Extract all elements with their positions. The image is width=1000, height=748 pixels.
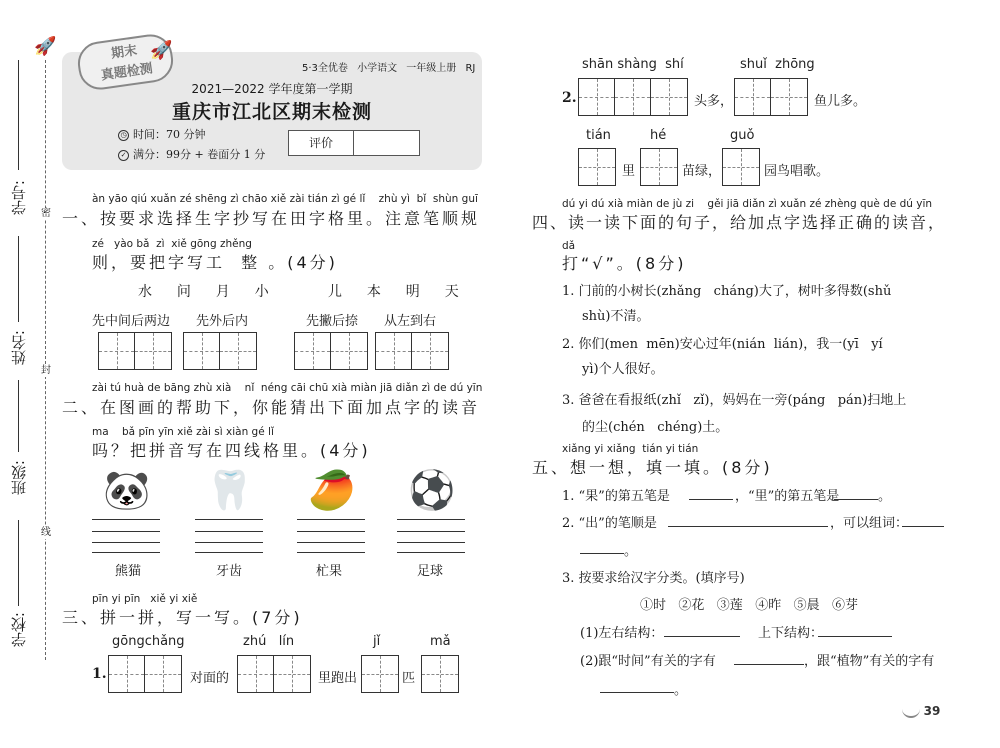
class-field[interactable] <box>18 380 19 452</box>
answer-blank[interactable] <box>600 679 674 693</box>
seal-mark: 线 <box>41 527 51 538</box>
time-text: 时间：70 分钟 <box>133 128 206 141</box>
q2-heading: 二、在图画的帮助下，你能猜出下面加点字的读音 <box>62 398 481 417</box>
q5-options: ①时 ②花 ③莲 ④昨 ⑤晨 ⑥芽 <box>640 598 858 613</box>
q1-heading2: 则，要把字写工 整 。(4分) <box>92 253 338 272</box>
time-info <box>118 126 206 142</box>
q5-item: 3. 按要求给汉字分类。(填序号) <box>562 571 745 586</box>
q2-pinyin: zài tú huà de bāng zhù xià nǐ néng cāi chū xià miàn jiā diǎn zì de dú yīn <box>92 382 483 394</box>
q3-item1-pinyin: gōngchǎng <box>112 634 185 649</box>
q5-item: 上下结构： <box>758 626 824 641</box>
four-line-grid[interactable] <box>92 519 160 553</box>
soccer-ball-image: ⚽ <box>408 468 456 512</box>
q2-word: 熊猫 <box>115 564 142 579</box>
q4-sentence: 1. 门前的小树长(zhǎng cháng)大了，树叶多得数(shǔ <box>562 284 892 299</box>
q5-item: ，跟“植物”有关的字有 <box>804 654 935 669</box>
q3-item2-pinyin: guǒ <box>730 128 755 143</box>
q4-heading2: 打“√”。(8分) <box>562 254 687 273</box>
q5-item: ，可以组词： <box>830 516 909 531</box>
q5-item: ，“里”的第五笔是 <box>735 489 840 504</box>
student-no-field[interactable] <box>18 60 19 170</box>
q5-heading: 五、想一想，填一填。(8分) <box>532 458 773 477</box>
rocket-icon: 🚀 <box>34 36 57 57</box>
school-label: 学校: <box>10 612 28 648</box>
rocket-icon: 🚀 <box>150 40 173 61</box>
q4-pinyin: dú yi dú xià miàn de jù zi gěi jiā diǎn zì xuǎn zé zhèng què de dú yīn <box>562 198 933 210</box>
q2-pinyin2: ma bǎ pīn yīn xiě zài sì xiàn gé lǐ <box>92 426 274 438</box>
q1-label: 从左到右 <box>384 314 437 329</box>
answer-blank[interactable] <box>834 486 878 500</box>
q1-label: 先中间后两边 <box>92 314 171 329</box>
check-icon: ✓ <box>118 150 129 161</box>
q5-item: 2. “出”的笔顺是 <box>562 516 657 531</box>
q2-word: 杧果 <box>316 564 343 579</box>
q3-text: 里 <box>622 164 636 179</box>
book-info: 5·3全优卷 小学语文 一年级上册 RJ <box>302 63 476 74</box>
q5-item: (1)左右结构： <box>580 626 664 641</box>
q3-text: 里跑出 <box>318 671 358 686</box>
answer-blank[interactable] <box>818 623 892 637</box>
q5-item: 。 <box>878 489 892 504</box>
q3-item2-pinyin: shuǐ zhōng <box>740 57 815 72</box>
tianzige-grid[interactable] <box>183 332 257 370</box>
tianzige-grid[interactable] <box>640 148 678 186</box>
tianzige-grid[interactable] <box>578 148 616 186</box>
q3-item-number: 2. <box>562 90 577 106</box>
q3-item2-pinyin: hé <box>650 128 667 143</box>
score-info <box>118 146 265 162</box>
answer-blank[interactable] <box>689 486 733 500</box>
q2-word: 足球 <box>417 564 444 579</box>
answer-blank[interactable] <box>902 513 944 527</box>
q3-text: 苗绿， <box>682 164 722 179</box>
q3-item2-pinyin: shān shàng shí <box>582 57 684 72</box>
q1-label: 先外后内 <box>196 314 249 329</box>
tianzige-grid[interactable] <box>108 655 182 693</box>
answer-blank[interactable] <box>734 651 804 665</box>
q2-word: 牙齿 <box>216 564 243 579</box>
teeth-image: 🦷 <box>206 468 254 512</box>
name-label: 姓名: <box>10 330 28 366</box>
mango-image: 🥭 <box>308 468 356 512</box>
q2-heading2: 吗？把拼音写在四线格里。(4分) <box>92 441 371 460</box>
name-field[interactable] <box>18 236 19 322</box>
panda-image: 🐼 <box>103 468 151 512</box>
student-no-label: 学号: <box>10 180 28 216</box>
q4-sentence: shù)不清。 <box>582 309 650 324</box>
q3-pinyin: pīn yi pīn xiě yi xiě <box>92 593 198 605</box>
school-field[interactable] <box>18 520 19 606</box>
evaluation-box <box>288 130 420 156</box>
answer-blank[interactable] <box>580 540 624 554</box>
q3-text: 园鸟唱歌。 <box>764 164 830 179</box>
seal-mark: 封 <box>41 365 51 376</box>
tianzige-grid[interactable] <box>98 332 172 370</box>
tianzige-grid[interactable] <box>421 655 459 693</box>
four-line-grid[interactable] <box>297 519 365 553</box>
clock-icon: ◷ <box>118 130 129 141</box>
q1-chars-left: 水 问 月 小 <box>138 284 269 300</box>
tianzige-grid[interactable] <box>237 655 311 693</box>
class-label: 班级: <box>10 460 28 496</box>
seal-mark: 密 <box>41 208 51 219</box>
q4-sentence: 的尘(chén chéng)土。 <box>582 420 729 435</box>
q1-pinyin2: zé yào bǎ zì xiě gōng zhěng <box>92 238 252 250</box>
evaluation-field[interactable] <box>354 131 419 155</box>
q3-text: 鱼儿多。 <box>814 94 867 109</box>
q1-chars-right: 儿 本 明 天 <box>328 284 459 300</box>
q4-sentence: 3. 爸爸在看报纸(zhǐ zǐ)，妈妈在一旁(páng pán)扫地上 <box>562 393 907 408</box>
cut-line <box>45 60 46 660</box>
answer-blank[interactable] <box>668 513 828 527</box>
tianzige-grid[interactable] <box>578 78 688 116</box>
term: 2021—2022 学年度第一学期 <box>191 82 353 96</box>
page-number: 39 <box>912 700 952 722</box>
q1-pinyin: àn yāo qiú xuǎn zé shēng zì chāo xiě zài tián zì gé lǐ zhù yì bǐ shùn guī <box>92 193 478 205</box>
q5-item: 。 <box>624 544 638 559</box>
four-line-grid[interactable] <box>397 519 465 553</box>
q1-label: 先撇后捺 <box>306 314 359 329</box>
q4-sentence: yì)个人很好。 <box>582 362 664 377</box>
q4-heading: 四、读一读下面的句子，给加点字选择正确的读音， <box>532 213 947 232</box>
q5-item: 。 <box>674 683 688 698</box>
binding-margin <box>0 0 60 748</box>
q5-pinyin: xiǎng yi xiǎng tián yi tián <box>562 443 699 455</box>
q3-text: 匹 <box>402 671 416 686</box>
four-line-grid[interactable] <box>195 519 263 553</box>
q3-item-number: 1. <box>92 666 107 682</box>
answer-blank[interactable] <box>664 623 740 637</box>
q3-item1-pinyin: jǐ <box>373 634 381 649</box>
score-text: 满分：99分 + 卷面分 1 分 <box>133 148 266 161</box>
exam-title: 重庆市江北区期末检测 <box>171 101 372 123</box>
evaluation-label: 评价 <box>289 131 354 155</box>
tianzige-grid[interactable] <box>375 332 449 370</box>
q3-item2-pinyin: tián <box>586 128 611 143</box>
tianzige-grid[interactable] <box>734 78 808 116</box>
q5-item: 1. “果”的第五笔是 <box>562 489 670 504</box>
q4-pinyin2: dǎ <box>562 240 576 252</box>
tianzige-grid[interactable] <box>361 655 399 693</box>
q3-text: 头多， <box>694 94 734 109</box>
tianzige-grid[interactable] <box>722 148 760 186</box>
q3-text: 对面的 <box>190 671 230 686</box>
q3-item1-pinyin: mǎ <box>430 634 451 649</box>
q3-item1-pinyin: zhú lín <box>243 634 295 649</box>
q4-sentence: 2. 你们(men mēn)安心过年(nián lián)，我一(yī yí <box>562 337 883 352</box>
q3-heading: 三、拼一拼，写一写。(7分) <box>62 608 303 627</box>
q5-item: (2)跟“时间”有关的字有 <box>580 654 716 669</box>
tianzige-grid[interactable] <box>294 332 368 370</box>
q1-heading: 一、按要求选择生字抄写在田字格里。注意笔顺规 <box>62 209 481 228</box>
badge-text: 期末 真题检测 <box>100 43 154 84</box>
